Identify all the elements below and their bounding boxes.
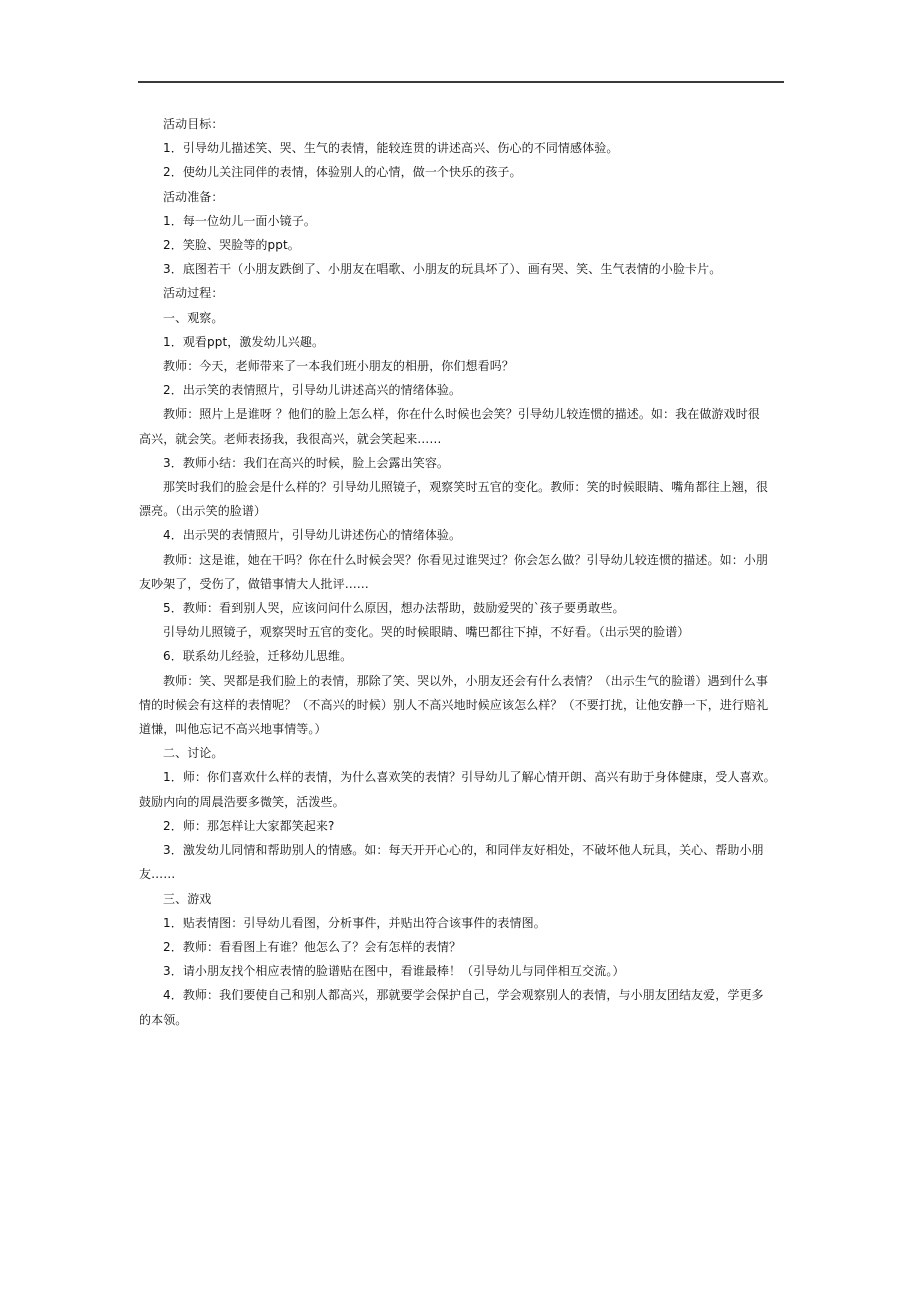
text-line: 活动准备： <box>163 189 224 204</box>
text-line: 一、观察。 <box>163 310 224 325</box>
text-line: 那笑时我们的脸会是什么样的？引导幼儿照镜子，观察笑时五官的变化。教师：笑的时候眼睛、嘴角都往上翘，很 <box>163 480 769 495</box>
text-line: 教师：照片上是谁呀 ？他们的脸上怎么样，你在什么时候也会笑？引导幼儿较连惯的描述。如：我在做游戏时很 <box>163 407 760 422</box>
text-line: 情的时候会有这样的表情呢？（不高兴的时候）别人不高兴地时候应该怎么样？（不要打扰，让他安静一下，进行赔礼 <box>139 697 769 712</box>
text-line: 3．教师小结：我们在高兴的时候，脸上会露出笑容。 <box>163 455 450 470</box>
text-line: 1．师：你们喜欢什么样的表情，为什么喜欢笑的表情？引导幼儿了解心情开朗、高兴有助于身体健康，受人喜欢。 <box>163 770 776 785</box>
text-line: 2．笑脸、哭脸等的ppt。 <box>163 238 300 253</box>
text-line: 的本领。 <box>139 1012 188 1027</box>
text-line: 2．师：那怎样让大家都笑起来? <box>163 818 335 833</box>
text-line: 鼓励内向的周晨浩要多微笑，活泼些。 <box>139 794 345 809</box>
text-line: 4．教师：我们要使自己和别人都高兴，那就要学会保护自己，学会观察别人的表情，与小朋友团结友爱，学更多 <box>163 988 764 1003</box>
text-line: 活动目标： <box>163 117 224 131</box>
text-line: 5．教师：看到别人哭，应该问问什么原因，想办法帮助，鼓励爱哭的`孩子要勇敢些。 <box>163 601 625 616</box>
text-line: 1．贴表情图：引导幼儿看图，分析事件，并贴出符合该事件的表情图。 <box>163 915 546 930</box>
text-line: 教师：今天，老师带来了一本我们班小朋友的相册，你们想看吗？ <box>163 359 514 374</box>
text-line: 教师：这是谁，她在干吗？你在什么时候会哭？你看见过谁哭过？你会怎么做？引导幼儿较连惯的描述。如：小朋 <box>163 552 769 567</box>
header-rule <box>138 81 784 83</box>
text-line: 活动过程： <box>163 286 224 301</box>
text-line: 1．每一位幼儿一面小镜子。 <box>163 213 316 228</box>
text-line: 4．出示哭的表情照片，引导幼儿讲述伤心的情绪体验。 <box>163 528 462 543</box>
text-line: 二、讨论。 <box>163 746 224 761</box>
text-line: 引导幼儿照镜子，观察哭时五官的变化。哭的时候眼睛、嘴巴都往下掉，不好看。（出示哭的脸谱） <box>163 625 690 640</box>
text-line: 友…… <box>139 867 176 882</box>
text-line: 1．观看ppt，激发幼儿兴趣。 <box>163 334 325 349</box>
text-line: 1．引导幼儿描述笑、哭、生气的表情，能较连贯的讲述高兴、伤心的不同情感体验。 <box>163 141 619 156</box>
text-line: 3．底图若干（小朋友跌倒了、小朋友在唱歌、小朋友的玩具坏了）、画有哭、笑、生气表情的小脸卡片。 <box>163 262 722 277</box>
text-line: 6．联系幼儿经验，迁移幼儿思维。 <box>163 649 353 664</box>
text-line: 三、游戏 <box>163 891 212 906</box>
text-line: 教师：笑、哭都是我们脸上的表情，那除了笑、哭以外，小朋友还会有什么表情？（出示生气的脸谱）遇到什么事 <box>163 673 769 688</box>
text-line: 友吵架了，受伤了，做错事情大人批评…… <box>139 576 369 591</box>
text-line: 3．激发幼儿同情和帮助别人的情感。如：每天开开心心的，和同伴友好相处，不破坏他人玩具，关心、帮助小朋 <box>163 843 764 858</box>
text-line: 2．出示笑的表情照片，引导幼儿讲述高兴的情绪体验。 <box>163 383 462 398</box>
text-line: 2．使幼儿关注同伴的表情，体验别人的心情，做一个快乐的孩子。 <box>163 165 522 180</box>
document-body <box>139 112 791 1032</box>
text-line: 3．请小朋友找个相应表情的脸谱贴在图中，看谁最棒！（引导幼儿与同伴相互交流。） <box>163 964 625 979</box>
text-line: 道慊，叫他忘记不高兴地事情等。） <box>139 722 327 737</box>
text-line: 2．教师：看看图上有谁？他怎么了？会有怎样的表情？ <box>163 939 462 954</box>
text-line: 漂亮。（出示笑的脸谱） <box>139 504 267 519</box>
text-line: 高兴，就会笑。老师表扬我，我很高兴，就会笑起来…… <box>139 431 442 446</box>
